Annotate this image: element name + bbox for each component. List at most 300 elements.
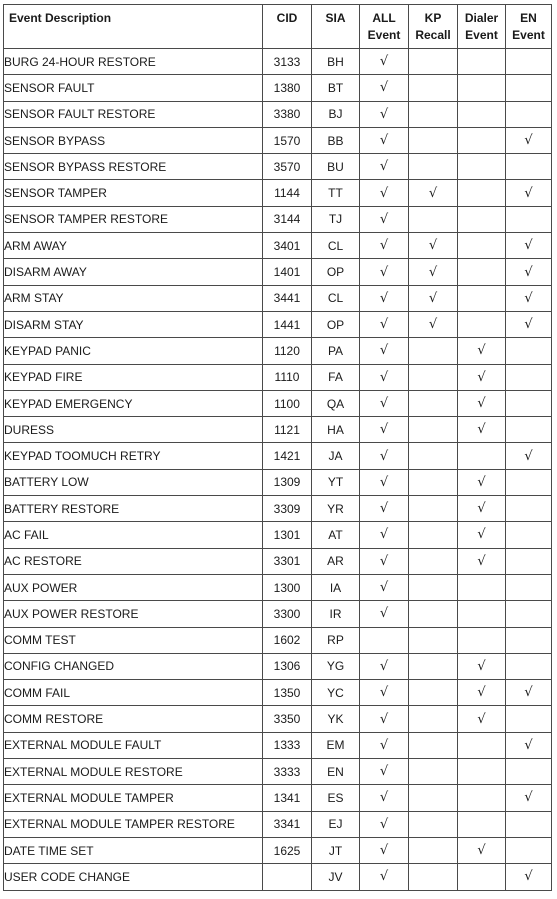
cid-cell: 1441 — [263, 311, 312, 337]
dialer-check-cell — [458, 706, 506, 732]
header-row — [4, 5, 552, 49]
sia-cell: EN — [312, 759, 360, 785]
sia-cell: TJ — [312, 206, 360, 232]
sia-cell: OP — [312, 311, 360, 337]
cid-cell: 3301 — [263, 548, 312, 574]
check-mark-icon: √ — [379, 317, 389, 333]
dialer-check-cell — [458, 837, 506, 863]
table-row — [4, 127, 552, 153]
dialer-check-cell — [458, 206, 506, 232]
all-check-cell — [360, 154, 409, 180]
cid-cell: 3401 — [263, 233, 312, 259]
all-check-cell — [360, 443, 409, 469]
dialer-check-cell — [458, 627, 506, 653]
check-mark-icon: √ — [379, 711, 389, 727]
event-description-cell: COMM FAIL — [4, 680, 263, 706]
check-mark-icon: √ — [477, 685, 486, 701]
table-row — [4, 259, 552, 285]
kp-check-cell — [409, 574, 458, 600]
event-description-cell: COMM TEST — [4, 627, 263, 653]
table-row — [4, 285, 552, 311]
table-row — [4, 75, 552, 101]
event-description-cell: EXTERNAL MODULE TAMPER — [4, 785, 263, 811]
check-mark-icon: √ — [379, 54, 389, 70]
kp-check-cell — [409, 522, 458, 548]
dialer-check-cell — [458, 548, 506, 574]
dialer-check-cell — [458, 443, 506, 469]
all-check-cell — [360, 706, 409, 732]
table-row — [4, 311, 552, 337]
kp-check-cell — [409, 443, 458, 469]
sia-cell: IA — [312, 574, 360, 600]
cid-cell: 1110 — [263, 364, 312, 390]
cid-cell: 1341 — [263, 785, 312, 811]
kp-check-cell — [409, 417, 458, 443]
cid-cell: 1100 — [263, 390, 312, 416]
table-row — [4, 627, 552, 653]
all-check-cell — [360, 311, 409, 337]
kp-check-cell — [409, 732, 458, 758]
dialer-check-cell — [458, 653, 506, 679]
en-check-cell — [506, 75, 552, 101]
dialer-check-cell — [458, 101, 506, 127]
dialer-check-cell — [458, 154, 506, 180]
cid-cell: 1401 — [263, 259, 312, 285]
table-row — [4, 180, 552, 206]
sia-cell: FA — [312, 364, 360, 390]
all-check-cell — [360, 653, 409, 679]
check-mark-icon: √ — [379, 264, 389, 280]
table-row — [4, 601, 552, 627]
event-description-cell: AC RESTORE — [4, 548, 263, 574]
sia-cell: CL — [312, 233, 360, 259]
en-check-cell — [506, 338, 552, 364]
event-description-cell: BATTERY RESTORE — [4, 496, 263, 522]
dialer-check-cell — [458, 732, 506, 758]
event-description-cell: AUX POWER RESTORE — [4, 601, 263, 627]
event-description-cell: SENSOR FAULT RESTORE — [4, 101, 263, 127]
table-row — [4, 522, 552, 548]
table-row — [4, 864, 552, 890]
en-check-cell — [506, 311, 552, 337]
all-check-cell — [360, 206, 409, 232]
kp-check-cell — [409, 206, 458, 232]
kp-check-cell — [409, 601, 458, 627]
check-mark-icon: √ — [428, 290, 438, 306]
check-mark-icon: √ — [379, 737, 389, 753]
check-mark-icon: √ — [524, 317, 533, 333]
event-table — [3, 4, 552, 891]
check-mark-icon: √ — [379, 685, 389, 701]
cid-cell: 1309 — [263, 469, 312, 495]
event-description-cell: SENSOR BYPASS RESTORE — [4, 154, 263, 180]
cid-cell: 1144 — [263, 180, 312, 206]
en-check-cell — [506, 522, 552, 548]
sia-cell: HA — [312, 417, 360, 443]
cid-cell: 1380 — [263, 75, 312, 101]
kp-check-cell — [409, 154, 458, 180]
en-check-cell — [506, 49, 552, 75]
check-mark-icon: √ — [379, 474, 389, 490]
sia-cell: PA — [312, 338, 360, 364]
en-check-cell — [506, 127, 552, 153]
event-description-cell: EXTERNAL MODULE FAULT — [4, 732, 263, 758]
kp-check-cell — [409, 496, 458, 522]
check-mark-icon: √ — [379, 764, 389, 780]
sia-cell: OP — [312, 259, 360, 285]
cid-cell: 3144 — [263, 206, 312, 232]
kp-check-cell — [409, 653, 458, 679]
check-mark-icon: √ — [379, 290, 389, 306]
en-check-cell — [506, 811, 552, 837]
sia-cell: BT — [312, 75, 360, 101]
sia-cell: YT — [312, 469, 360, 495]
cid-cell: 3380 — [263, 101, 312, 127]
check-mark-icon: √ — [379, 133, 389, 149]
kp-check-cell — [409, 864, 458, 890]
dialer-check-cell — [458, 811, 506, 837]
en-check-cell — [506, 548, 552, 574]
en-check-cell — [506, 785, 552, 811]
sia-cell: AT — [312, 522, 360, 548]
header-dialer-event: Dialer Event — [458, 5, 506, 49]
kp-check-cell — [409, 390, 458, 416]
dialer-check-cell — [458, 311, 506, 337]
kp-check-cell — [409, 233, 458, 259]
kp-check-cell — [409, 127, 458, 153]
all-check-cell — [360, 285, 409, 311]
dialer-check-cell — [458, 417, 506, 443]
cid-cell: 1350 — [263, 680, 312, 706]
cid-cell — [263, 864, 312, 890]
cid-cell: 1333 — [263, 732, 312, 758]
cid-cell: 1570 — [263, 127, 312, 153]
dialer-check-cell — [458, 759, 506, 785]
dialer-check-cell — [458, 864, 506, 890]
check-mark-icon: √ — [524, 185, 533, 201]
en-check-cell — [506, 653, 552, 679]
table-row — [4, 443, 552, 469]
table-row — [4, 469, 552, 495]
check-mark-icon: √ — [379, 238, 389, 254]
cid-cell: 1121 — [263, 417, 312, 443]
check-mark-icon: √ — [428, 317, 438, 333]
all-check-cell — [360, 390, 409, 416]
check-mark-icon: √ — [379, 185, 389, 201]
table-row — [4, 233, 552, 259]
all-check-cell — [360, 101, 409, 127]
check-mark-icon: √ — [524, 290, 533, 306]
check-mark-icon: √ — [379, 606, 389, 622]
all-check-cell — [360, 233, 409, 259]
dialer-check-cell — [458, 338, 506, 364]
kp-check-cell — [409, 101, 458, 127]
cid-cell: 3309 — [263, 496, 312, 522]
event-description-cell: KEYPAD EMERGENCY — [4, 390, 263, 416]
kp-check-cell — [409, 759, 458, 785]
table-row — [4, 811, 552, 837]
sia-cell: JV — [312, 864, 360, 890]
check-mark-icon: √ — [524, 685, 533, 701]
check-mark-icon: √ — [379, 211, 389, 227]
all-check-cell — [360, 574, 409, 600]
sia-cell: YR — [312, 496, 360, 522]
all-check-cell — [360, 759, 409, 785]
event-description-cell: SENSOR TAMPER RESTORE — [4, 206, 263, 232]
kp-check-cell — [409, 49, 458, 75]
en-check-cell — [506, 364, 552, 390]
header-all-event: ALL Event — [360, 5, 409, 49]
all-check-cell — [360, 364, 409, 390]
cid-cell: 3300 — [263, 601, 312, 627]
table-row — [4, 759, 552, 785]
event-description-cell: BATTERY LOW — [4, 469, 263, 495]
table-row — [4, 364, 552, 390]
en-check-cell — [506, 180, 552, 206]
check-mark-icon: √ — [477, 369, 486, 385]
table-row — [4, 653, 552, 679]
kp-check-cell — [409, 785, 458, 811]
check-mark-icon: √ — [477, 474, 486, 490]
en-check-cell — [506, 259, 552, 285]
event-description-cell: SENSOR FAULT — [4, 75, 263, 101]
all-check-cell — [360, 548, 409, 574]
kp-check-cell — [409, 706, 458, 732]
table-row — [4, 548, 552, 574]
table-row — [4, 732, 552, 758]
sia-cell: JA — [312, 443, 360, 469]
all-check-cell — [360, 469, 409, 495]
all-check-cell — [360, 680, 409, 706]
en-check-cell — [506, 706, 552, 732]
check-mark-icon: √ — [477, 658, 486, 674]
table-row — [4, 574, 552, 600]
check-mark-icon: √ — [379, 343, 389, 359]
event-description-cell: BURG 24-HOUR RESTORE — [4, 49, 263, 75]
sia-cell: EJ — [312, 811, 360, 837]
table-row — [4, 496, 552, 522]
check-mark-icon: √ — [379, 843, 389, 859]
kp-check-cell — [409, 837, 458, 863]
dialer-check-cell — [458, 522, 506, 548]
check-mark-icon: √ — [524, 869, 533, 885]
sia-cell: CL — [312, 285, 360, 311]
kp-check-cell — [409, 364, 458, 390]
cid-cell: 3341 — [263, 811, 312, 837]
dialer-check-cell — [458, 601, 506, 627]
dialer-check-cell — [458, 680, 506, 706]
check-mark-icon: √ — [477, 843, 486, 859]
sia-cell: BJ — [312, 101, 360, 127]
all-check-cell — [360, 259, 409, 285]
cid-cell: 1602 — [263, 627, 312, 653]
check-mark-icon: √ — [428, 238, 438, 254]
check-mark-icon: √ — [524, 264, 533, 280]
check-mark-icon: √ — [524, 790, 533, 806]
cid-cell: 1625 — [263, 837, 312, 863]
sia-cell: YC — [312, 680, 360, 706]
cid-cell: 1306 — [263, 653, 312, 679]
sia-cell: EM — [312, 732, 360, 758]
dialer-check-cell — [458, 259, 506, 285]
kp-check-cell — [409, 338, 458, 364]
en-check-cell — [506, 601, 552, 627]
en-check-cell — [506, 390, 552, 416]
event-description-cell: KEYPAD PANIC — [4, 338, 263, 364]
en-check-cell — [506, 101, 552, 127]
event-description-cell: KEYPAD TOOMUCH RETRY — [4, 443, 263, 469]
event-description-cell: DATE TIME SET — [4, 837, 263, 863]
header-kp-recall: KP Recall — [409, 5, 458, 49]
check-mark-icon: √ — [524, 133, 533, 149]
event-description-cell: EXTERNAL MODULE RESTORE — [4, 759, 263, 785]
table-row — [4, 154, 552, 180]
check-mark-icon: √ — [379, 658, 389, 674]
en-check-cell — [506, 574, 552, 600]
cid-cell: 1421 — [263, 443, 312, 469]
dialer-check-cell — [458, 127, 506, 153]
cid-cell: 3441 — [263, 285, 312, 311]
check-mark-icon: √ — [379, 580, 389, 596]
cid-cell: 3570 — [263, 154, 312, 180]
en-check-cell — [506, 627, 552, 653]
en-check-cell — [506, 680, 552, 706]
check-mark-icon: √ — [379, 448, 389, 464]
en-check-cell — [506, 496, 552, 522]
all-check-cell — [360, 732, 409, 758]
kp-check-cell — [409, 259, 458, 285]
all-check-cell — [360, 837, 409, 863]
event-description-cell: ARM AWAY — [4, 233, 263, 259]
check-mark-icon: √ — [477, 711, 486, 727]
sia-cell: ES — [312, 785, 360, 811]
all-check-cell — [360, 522, 409, 548]
check-mark-icon: √ — [477, 501, 486, 517]
table-row — [4, 706, 552, 732]
check-mark-icon: √ — [379, 553, 389, 569]
event-description-cell: DISARM STAY — [4, 311, 263, 337]
dialer-check-cell — [458, 785, 506, 811]
check-mark-icon: √ — [477, 422, 486, 438]
event-description-cell: SENSOR BYPASS — [4, 127, 263, 153]
check-mark-icon: √ — [428, 264, 438, 280]
check-mark-icon: √ — [524, 238, 533, 254]
check-mark-icon: √ — [379, 816, 389, 832]
dialer-check-cell — [458, 75, 506, 101]
all-check-cell — [360, 49, 409, 75]
event-description-cell: DURESS — [4, 417, 263, 443]
en-check-cell — [506, 732, 552, 758]
dialer-check-cell — [458, 233, 506, 259]
all-check-cell — [360, 127, 409, 153]
check-mark-icon: √ — [524, 737, 533, 753]
kp-check-cell — [409, 311, 458, 337]
table-row — [4, 417, 552, 443]
header-event-description: Event Description — [4, 5, 263, 49]
kp-check-cell — [409, 180, 458, 206]
en-check-cell — [506, 759, 552, 785]
dialer-check-cell — [458, 180, 506, 206]
table-row — [4, 390, 552, 416]
dialer-check-cell — [458, 285, 506, 311]
event-description-cell: SENSOR TAMPER — [4, 180, 263, 206]
table-body — [4, 49, 552, 891]
header-en-event: EN Event — [506, 5, 552, 49]
en-check-cell — [506, 206, 552, 232]
event-description-cell: COMM RESTORE — [4, 706, 263, 732]
all-check-cell — [360, 417, 409, 443]
table-row — [4, 338, 552, 364]
event-description-cell: AC FAIL — [4, 522, 263, 548]
table-row — [4, 785, 552, 811]
header-cid: CID — [263, 5, 312, 49]
check-mark-icon: √ — [379, 527, 389, 543]
en-check-cell — [506, 864, 552, 890]
dialer-check-cell — [458, 364, 506, 390]
sia-cell: RP — [312, 627, 360, 653]
sia-cell: TT — [312, 180, 360, 206]
cid-cell: 3333 — [263, 759, 312, 785]
table-row — [4, 49, 552, 75]
table-row — [4, 101, 552, 127]
event-description-cell: KEYPAD FIRE — [4, 364, 263, 390]
check-mark-icon: √ — [379, 106, 389, 122]
sia-cell: YK — [312, 706, 360, 732]
kp-check-cell — [409, 811, 458, 837]
table-row — [4, 680, 552, 706]
event-description-cell: ARM STAY — [4, 285, 263, 311]
event-description-cell: CONFIG CHANGED — [4, 653, 263, 679]
sia-cell: BU — [312, 154, 360, 180]
all-check-cell — [360, 338, 409, 364]
en-check-cell — [506, 443, 552, 469]
all-check-cell — [360, 811, 409, 837]
en-check-cell — [506, 837, 552, 863]
all-check-cell — [360, 75, 409, 101]
kp-check-cell — [409, 627, 458, 653]
check-mark-icon: √ — [379, 501, 389, 517]
sia-cell: BH — [312, 49, 360, 75]
all-check-cell — [360, 601, 409, 627]
event-description-cell: DISARM AWAY — [4, 259, 263, 285]
table-row — [4, 206, 552, 232]
kp-check-cell — [409, 469, 458, 495]
dialer-check-cell — [458, 496, 506, 522]
event-description-cell: AUX POWER — [4, 574, 263, 600]
check-mark-icon: √ — [379, 159, 389, 175]
check-mark-icon: √ — [379, 790, 389, 806]
sia-cell: QA — [312, 390, 360, 416]
check-mark-icon: √ — [477, 527, 486, 543]
check-mark-icon: √ — [428, 185, 438, 201]
kp-check-cell — [409, 75, 458, 101]
check-mark-icon: √ — [379, 80, 389, 96]
en-check-cell — [506, 233, 552, 259]
dialer-check-cell — [458, 469, 506, 495]
all-check-cell — [360, 864, 409, 890]
header-sia: SIA — [312, 5, 360, 49]
cid-cell: 1301 — [263, 522, 312, 548]
check-mark-icon: √ — [477, 396, 486, 411]
en-check-cell — [506, 469, 552, 495]
dialer-check-cell — [458, 574, 506, 600]
kp-check-cell — [409, 548, 458, 574]
dialer-check-cell — [458, 49, 506, 75]
check-mark-icon: √ — [477, 343, 486, 359]
dialer-check-cell — [458, 390, 506, 416]
check-mark-icon: √ — [379, 369, 389, 385]
table-row — [4, 837, 552, 863]
